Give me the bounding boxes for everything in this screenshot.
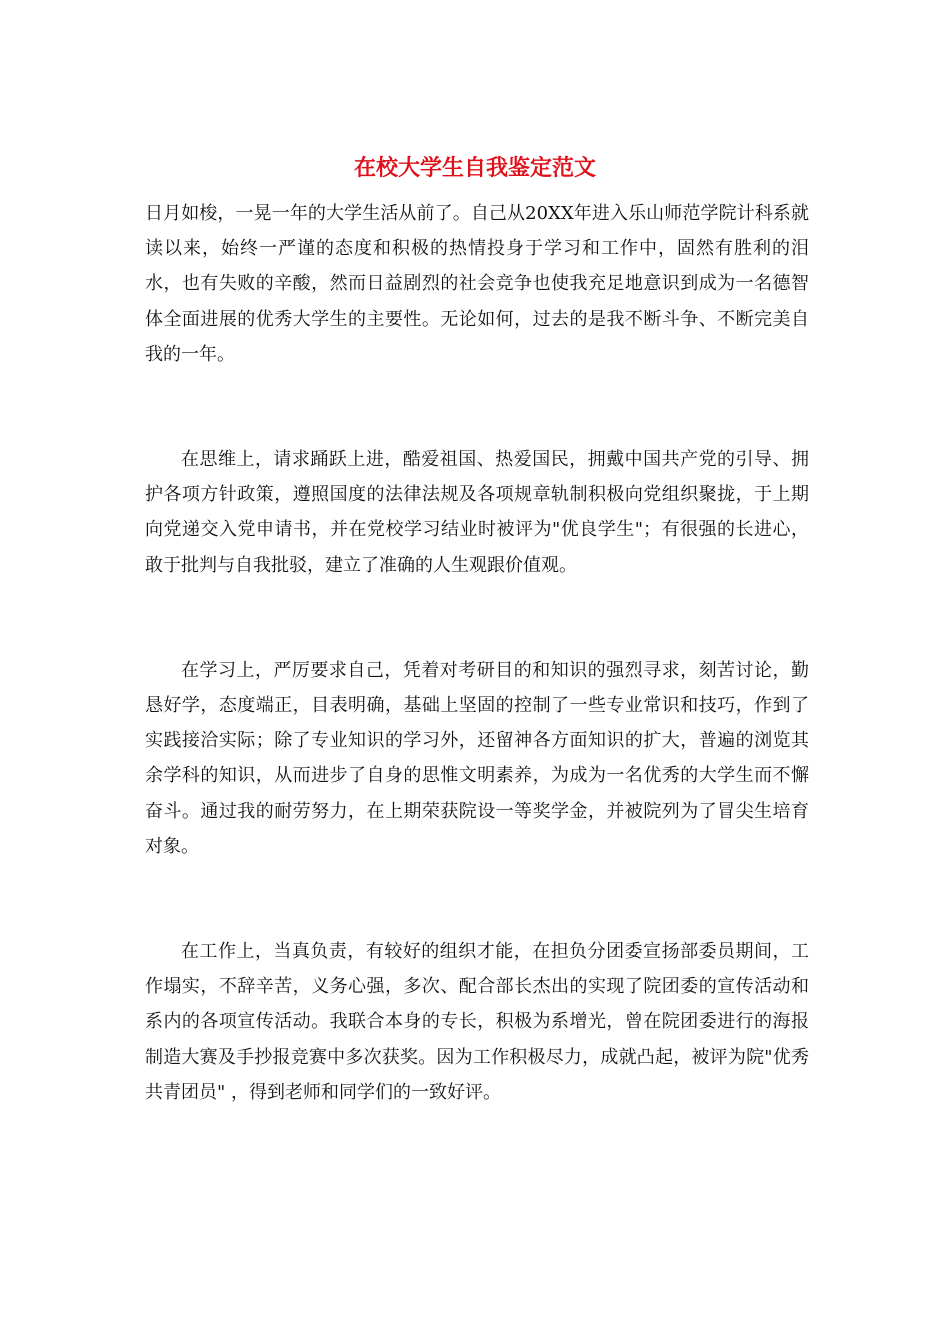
- paragraph-gap: [145, 583, 809, 653]
- paragraph-gap: [145, 864, 809, 934]
- document-body: [145, 196, 809, 1110]
- paragraph-study: 在学习上，严厉要求自己，凭着对考研目的和知识的强烈寻求，刻苦讨论，勤恳好学，态度端正，目表明确，基础上坚固的控制了一些专业常识和技巧，作到了实践接洽实际；除了专业知识的学习外，还留神各方面知识的扩大，普遍的浏览其余学科的知识，从而进步了自身的思惟文明素养，为成为一名优秀的大学生而不懈奋斗。通过我的耐劳努力，在上期荣获院设一等奖学金，并被院列为了冒尖生培育对象。: [145, 659, 809, 857]
- paragraph-gap: [145, 372, 809, 442]
- paragraph-thought: 在思维上，请求踊跃上进，酷爱祖国、热爱国民，拥戴中国共产党的引导、拥护各项方针政策，遵照国度的法律法规及各项规章轨制积极向党组织聚拢，于上期向党递交入党申请书，并在党校学习结业时被评为"优良学生"；有很强的长进心，敢于批判与自我批驳，建立了准确的人生观跟价值观。: [145, 449, 809, 576]
- document-title: 在校大学生自我鉴定范文: [353, 155, 596, 181]
- paragraph-work: 在工作上，当真负责，有较好的组织才能，在担负分团委宣扬部委员期间，工作塌实，不辞辛苦，义务心强，多次、配合部长杰出的实现了院团委的宣传活动和系内的各项宣传活动。我联合本身的专长，积极为系增光，曾在院团委进行的海报制造大赛及手抄报竞赛中多次获奖。因为工作积极尽力，成就凸起，被评为院"优秀共青团员" ，得到老师和同学们的一致好评。: [145, 941, 809, 1103]
- paragraph-intro: 日月如梭，一晃一年的大学生活从前了。自己从20XX年进入乐山师范学院计科系就读以来，始终一严谨的态度和积极的热情投身于学习和工作中，固然有胜利的泪水，也有失败的辛酸，然而日益剧烈的社会竞争也使我充足地意识到成为一名德智体全面进展的优秀大学生的主要性。无论如何，过去的是我不断斗争、不断完美自我的一年。: [145, 203, 809, 365]
